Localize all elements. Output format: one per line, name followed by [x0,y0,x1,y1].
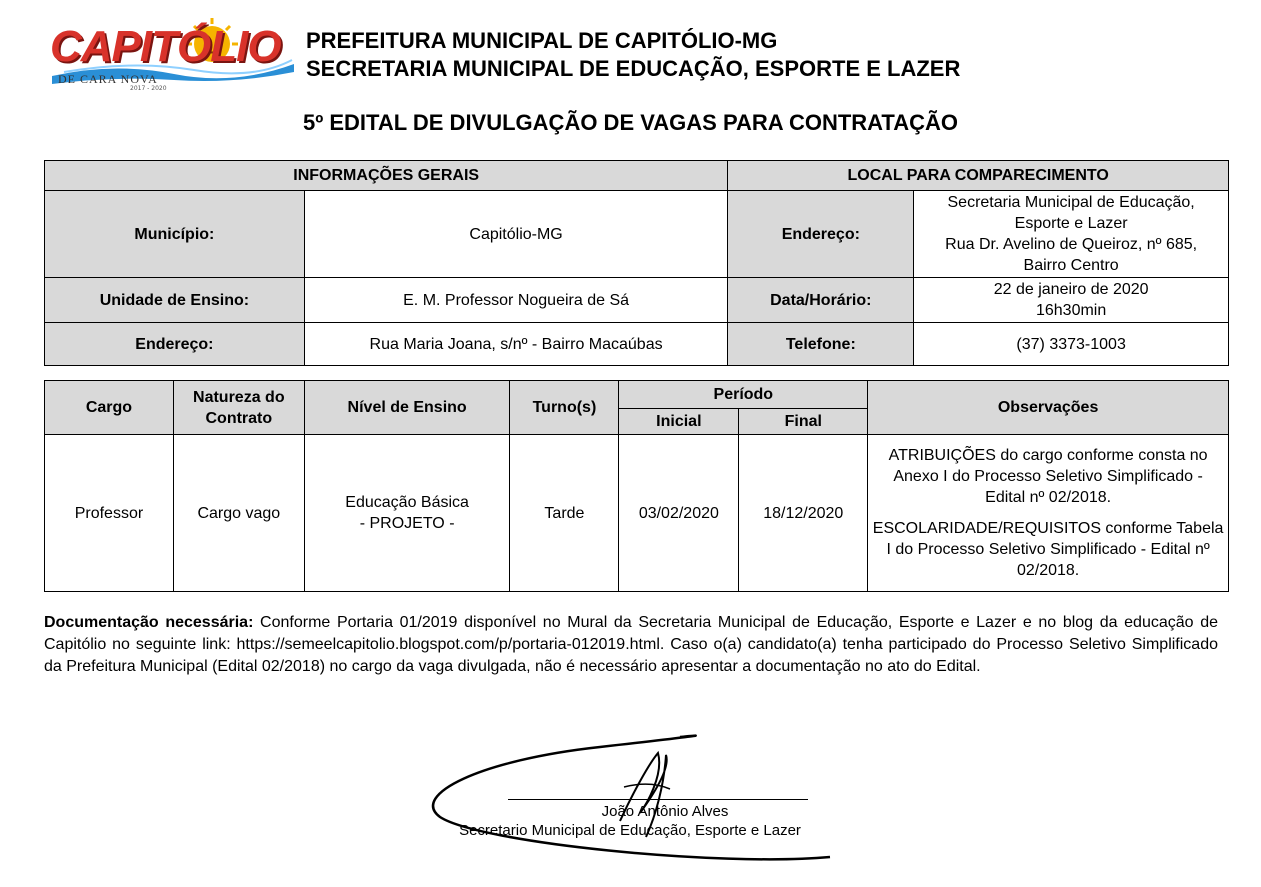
logo-wordmark: CAPITÓLIO [50,22,281,71]
label-unidade: Unidade de Ensino: [45,278,305,323]
table-row [45,435,1229,592]
general-info-table [44,160,1229,366]
capitolio-logo [44,14,294,96]
value-unidade: E. M. Professor Nogueira de Sá [304,278,728,323]
signature-block [420,725,860,875]
label-endereco: Endereço: [45,323,305,366]
endereco-local-line: Rua Dr. Avelino de Queiroz, nº 685, [945,236,1198,253]
header-observacoes: Observações [868,381,1229,435]
signatory-name-text: João Antônio Alves [601,803,729,820]
value-endereco: Rua Maria Joana, s/nº - Bairro Macaúbas [304,323,728,366]
obs-atribuicoes: ATRIBUIÇÕES do cargo conforme consta no Anexo I do Processo Seletivo Simplificado - Edital nº 02/2018. [888,447,1208,506]
header-periodo: Período [619,381,868,409]
value-endereco-local [914,191,1229,278]
signatory-name [420,803,920,820]
label-telefone: Telefone: [728,323,914,366]
header-inicial: Inicial [619,409,739,435]
signatory-role [420,822,920,839]
endereco-local-line: Secretaria Municipal de Educação, [947,194,1195,211]
logo-subtitle: DE CARA NOVA [58,72,158,86]
header-natureza-line: Natureza do [193,388,285,406]
cell-turno: Tarde [510,435,619,592]
documentation-text: Conforme Portaria 01/2019 disponível no Mural da Secretaria Municipal de Educação, Esporte e Lazer e no blog da educação de Capitólio no seguinte link: https://semeelcapitolio.blogspot.com/p/portaria-012019.html. Caso o(a) candidato(a) tenha participado do Processo Seletivo Simplificado da Prefeitura Municipal (Edital 02/2018) no cargo da vaga divulgada, não é necessário apresentar a documentação no ato do Edital. [44,614,1218,675]
label-data-horario: Data/Horário: [728,278,914,323]
data-line: 22 de janeiro de 2020 [993,281,1149,298]
cell-observacoes [868,435,1229,592]
header-cargo: Cargo [45,381,174,435]
header-natureza-line: Contrato [205,409,273,427]
value-municipio: Capitólio-MG [304,191,728,278]
cell-inicial: 03/02/2020 [619,435,739,592]
cell-natureza: Cargo vago [173,435,304,592]
documentation-paragraph [44,612,1218,678]
value-data-horario [914,278,1229,323]
signatory-role-text: Secretario Municipal de Educação, Esporte e Lazer [459,822,801,839]
signature-line [508,799,808,800]
handwritten-signature-icon [420,725,860,875]
header-natureza [173,381,304,435]
logo-small-text: 2017 - 2020 [130,85,167,92]
header-informacoes-gerais: INFORMAÇÕES GERAIS [45,161,728,191]
header-turno: Turno(s) [510,381,619,435]
document-header [44,14,1224,100]
page-title: 5º EDITAL DE DIVULGAÇÃO DE VAGAS PARA CONTRATAÇÃO [302,110,958,135]
obs-escolaridade: ESCOLARIDADE/REQUISITOS conforme Tabela I do Processo Seletivo Simplificado - Edital nº 02/2018. [872,520,1224,579]
header-final: Final [739,409,868,435]
label-municipio: Município: [45,191,305,278]
header-local-comparecimento: LOCAL PARA COMPARECIMENTO [728,161,1229,191]
cell-nivel [304,435,510,592]
cell-final: 18/12/2020 [739,435,868,592]
label-endereco-local: Endereço: [728,191,914,278]
header-line-prefeitura: PREFEITURA MUNICIPAL DE CAPITÓLIO-MG [306,28,778,53]
value-telefone: (37) 3373-1003 [914,323,1229,366]
endereco-local-line: Esporte e Lazer [1014,215,1128,232]
nivel-line: Educação Básica [345,494,469,511]
endereco-local-line: Bairro Centro [1023,257,1119,274]
nivel-line: - PROJETO - [359,515,455,532]
horario-line: 16h30min [1035,302,1107,319]
vacancies-table [44,380,1229,592]
cell-cargo: Professor [45,435,174,592]
documentation-label: Documentação necessária: [44,614,254,631]
header-nivel: Nível de Ensino [304,381,510,435]
header-line-secretaria: SECRETARIA MUNICIPAL DE EDUCAÇÃO, ESPORTE E LAZER [306,56,961,81]
